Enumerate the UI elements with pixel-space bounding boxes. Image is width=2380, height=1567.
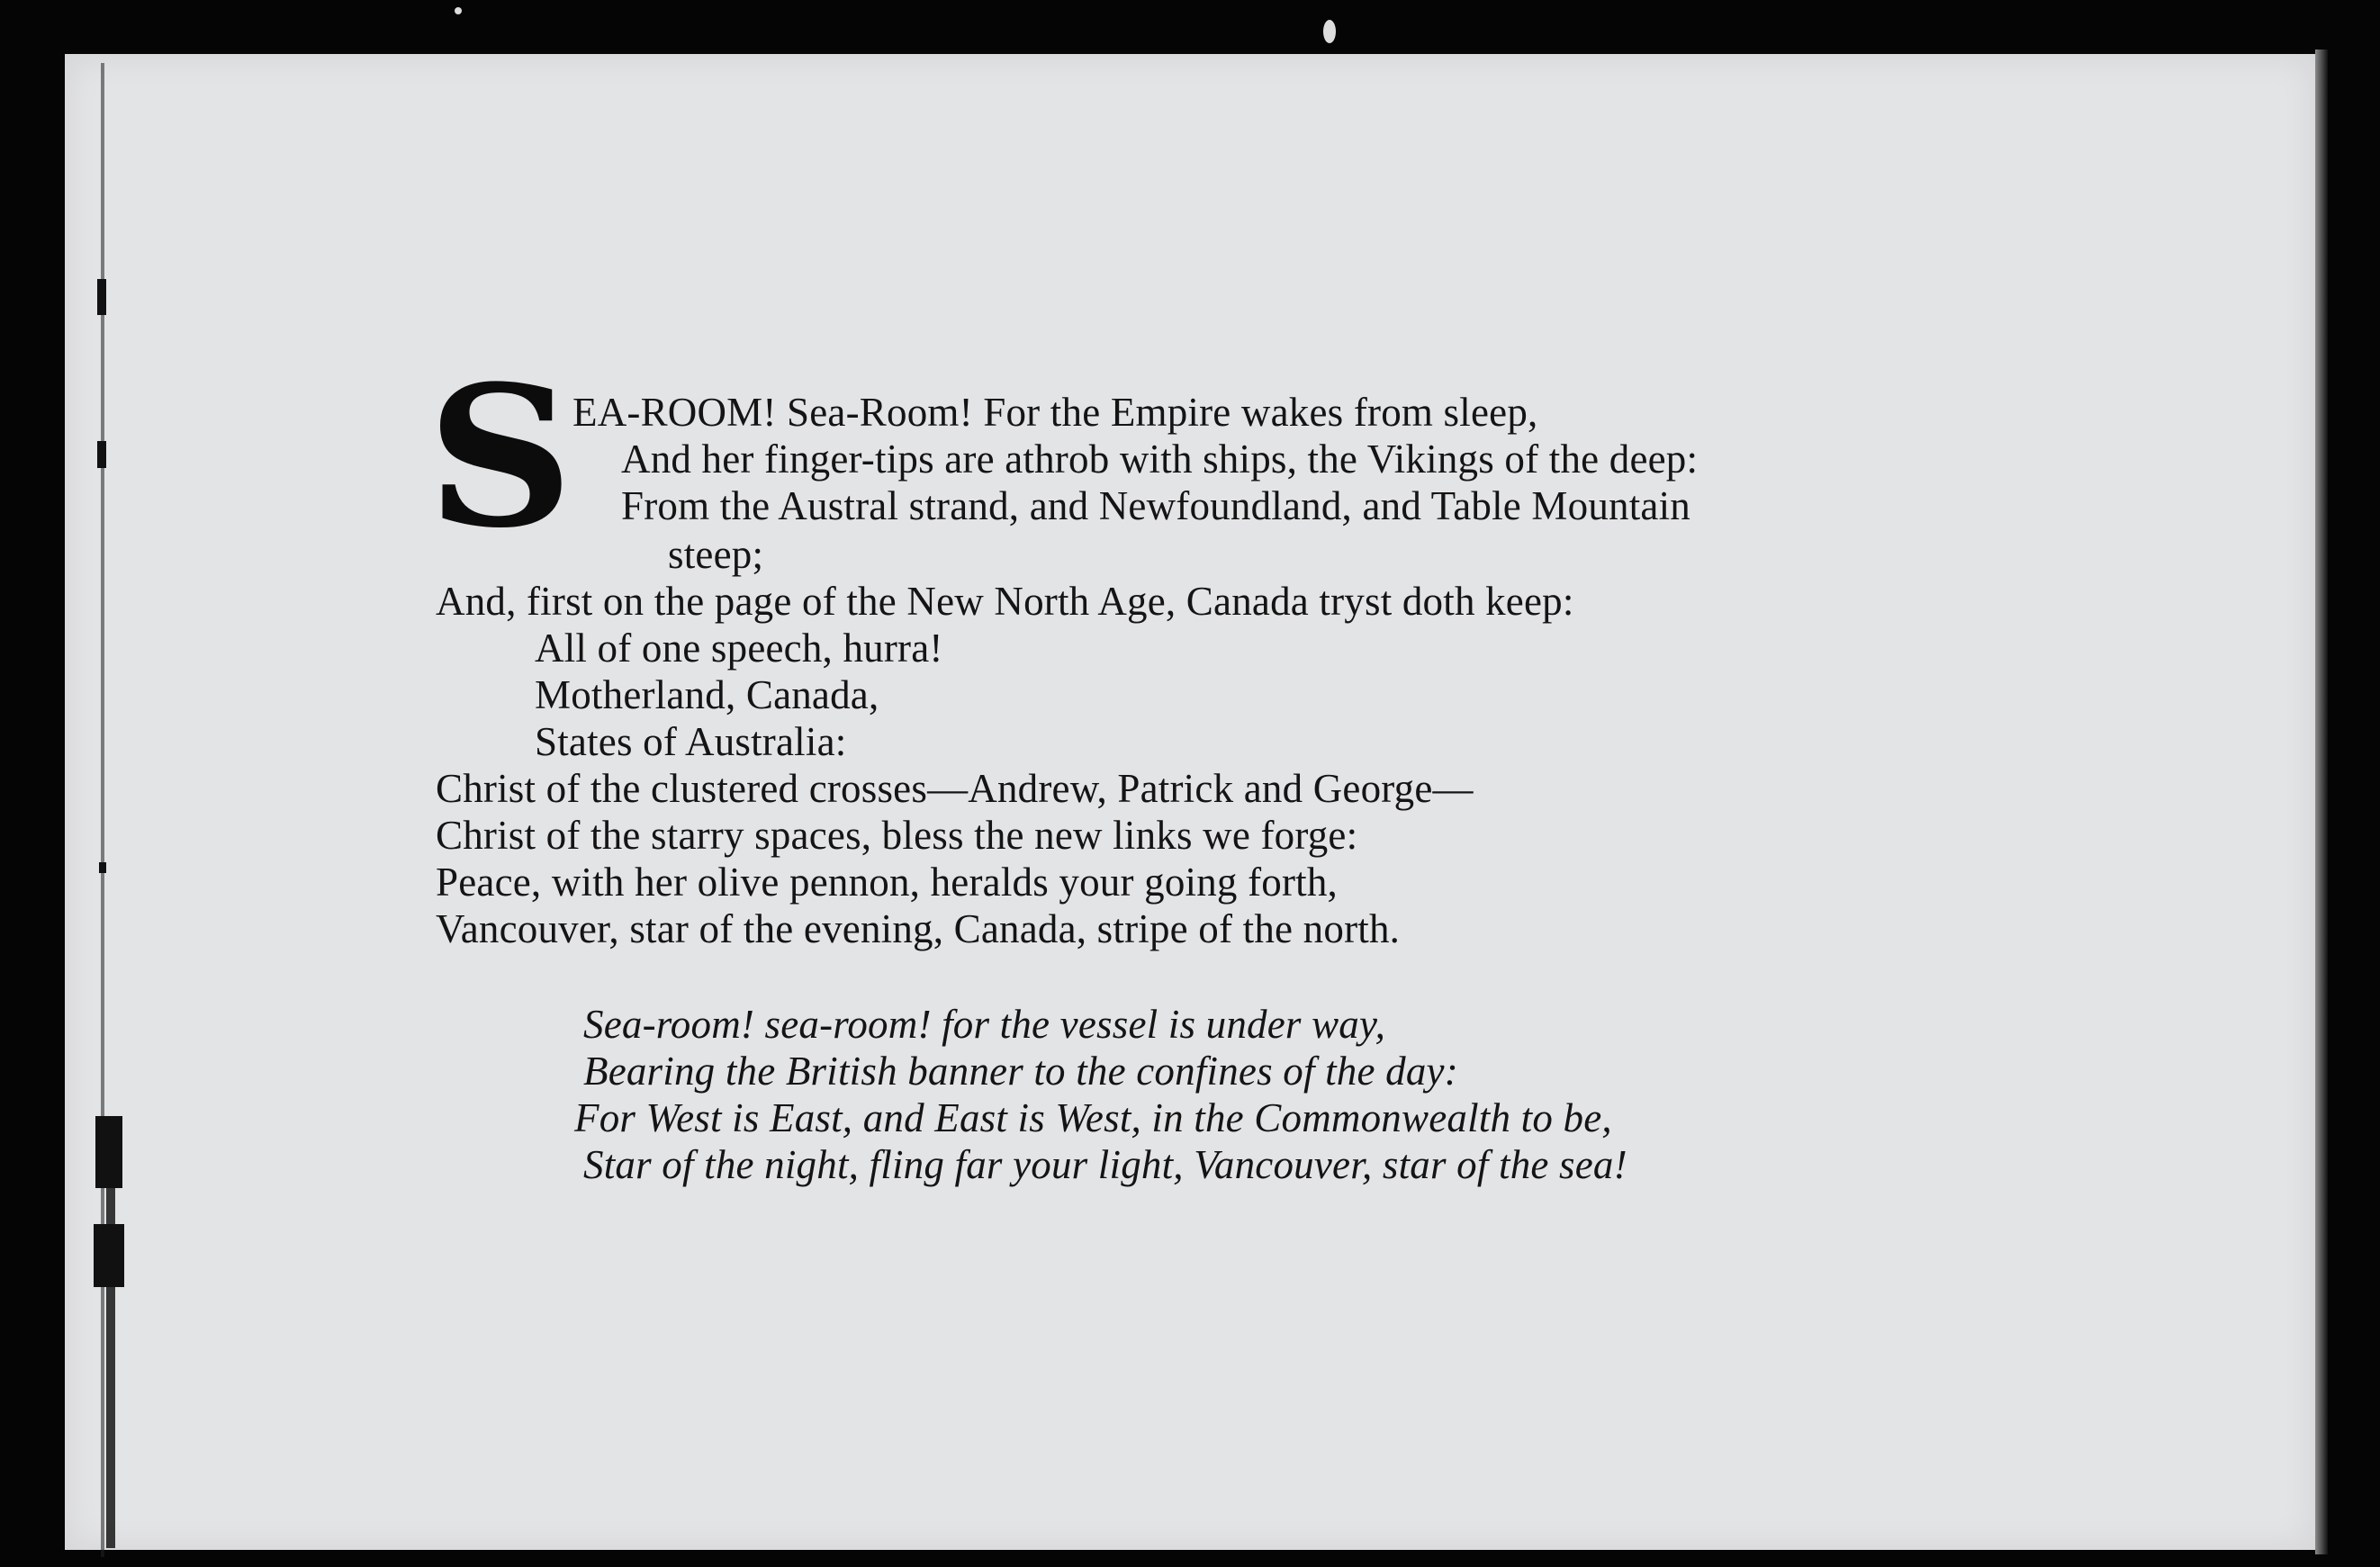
poem-refrain-line: Sea-room! sea-room! for the vessel is under way, xyxy=(583,1002,1386,1047)
poem-line: And, first on the page of the New North Age, Canada tryst doth keep: xyxy=(436,579,1574,624)
poem-line: And her finger-tips are athrob with ships, the Vikings of the deep: xyxy=(621,437,1699,482)
drop-cap-letter: S xyxy=(427,343,574,571)
poem-refrain-line: Star of the night, fling far your light, Vancouver, star of the sea! xyxy=(583,1142,1627,1187)
poem-line: Christ of the clustered crosses—Andrew, Patrick and George— xyxy=(436,766,1474,811)
poem-line: From the Austral strand, and Newfoundland, and Table Mountain xyxy=(621,483,1691,528)
poem-refrain-line: For West is East, and East is West, in the Commonwealth to be, xyxy=(574,1095,1612,1140)
poem-line: steep; xyxy=(668,532,764,577)
poem-line: All of one speech, hurra! xyxy=(535,626,943,671)
poem-line: EA-ROOM! Sea-Room! For the Empire wakes from sleep, xyxy=(572,390,1538,435)
poem-line: Peace, with her olive pennon, heralds your going forth, xyxy=(436,860,1338,905)
poem-line: Christ of the starry spaces, bless the new links we forge: xyxy=(436,813,1358,858)
poem-line: Vancouver, star of the evening, Canada, stripe of the north. xyxy=(436,906,1401,951)
poem-line: Motherland, Canada, xyxy=(535,672,879,717)
poem-line: States of Australia: xyxy=(535,719,847,764)
poem-refrain-line: Bearing the British banner to the confines of the day: xyxy=(583,1049,1458,1094)
